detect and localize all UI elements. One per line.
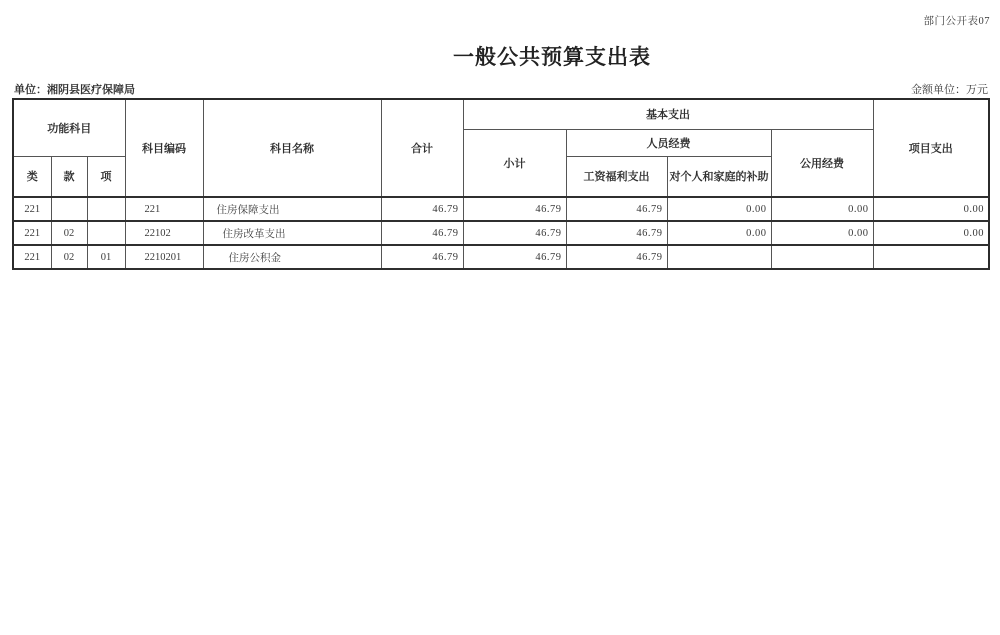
header-wage-welfare: 工资福利支出: [566, 156, 667, 197]
cell-family-subsidy: 0.00: [667, 221, 771, 245]
header-subtotal: 小计: [463, 129, 566, 197]
cell-category: 221: [13, 245, 51, 269]
cell-item: [87, 197, 125, 221]
cell-subject-name: 住房保障支出: [203, 197, 381, 221]
cell-project: 0.00: [873, 221, 989, 245]
header-section: 款: [51, 156, 87, 197]
corner-label: 部门公开表07: [923, 16, 990, 27]
header-subject-code: 科目编码: [125, 99, 203, 197]
table-row: [13, 197, 989, 221]
cell-total: 46.79: [381, 245, 463, 269]
header-functional-subject: 功能科目: [13, 99, 125, 156]
cell-family-subsidy: [667, 245, 771, 269]
cell-wage-welfare: 46.79: [566, 245, 667, 269]
cell-subtotal: 46.79: [463, 197, 566, 221]
page-title: 一般公共预算支出表: [453, 45, 651, 69]
cell-subject-name: 住房公积金: [203, 245, 381, 269]
cell-section: 02: [51, 221, 87, 245]
cell-category: 221: [13, 221, 51, 245]
cell-public-funds: 0.00: [771, 197, 873, 221]
header-category: 类: [13, 156, 51, 197]
table-row: [13, 221, 989, 245]
cell-subject-code: 221: [125, 197, 203, 221]
cell-item: [87, 221, 125, 245]
amount-unit-label: 金额单位：万元: [911, 84, 988, 96]
header-public-funds: 公用经费: [771, 129, 873, 197]
header-basic-expenditure: 基本支出: [463, 99, 873, 129]
cell-total: 46.79: [381, 221, 463, 245]
cell-section: [51, 197, 87, 221]
header-item: 项: [87, 156, 125, 197]
org-unit-label: 单位：湘阴县医疗保障局: [14, 84, 135, 96]
cell-total: 46.79: [381, 197, 463, 221]
cell-subtotal: 46.79: [463, 221, 566, 245]
cell-family-subsidy: 0.00: [667, 197, 771, 221]
cell-item: 01: [87, 245, 125, 269]
header-family-subsidy: 对个人和家庭的补助: [667, 156, 771, 197]
budget-table: [12, 98, 990, 270]
header-project-expenditure: 项目支出: [873, 99, 989, 197]
header-total: 合计: [381, 99, 463, 197]
header-personnel-funds: 人员经费: [566, 129, 771, 156]
cell-section: 02: [51, 245, 87, 269]
table-header-row: [13, 99, 989, 129]
header-subject-name: 科目名称: [203, 99, 381, 197]
cell-wage-welfare: 46.79: [566, 221, 667, 245]
cell-subject-name: 住房改革支出: [203, 221, 381, 245]
cell-project: 0.00: [873, 197, 989, 221]
table-row: [13, 245, 989, 269]
cell-subject-code: 2210201: [125, 245, 203, 269]
cell-category: 221: [13, 197, 51, 221]
cell-subtotal: 46.79: [463, 245, 566, 269]
cell-subject-code: 22102: [125, 221, 203, 245]
cell-public-funds: 0.00: [771, 221, 873, 245]
cell-project: [873, 245, 989, 269]
cell-public-funds: [771, 245, 873, 269]
cell-wage-welfare: 46.79: [566, 197, 667, 221]
